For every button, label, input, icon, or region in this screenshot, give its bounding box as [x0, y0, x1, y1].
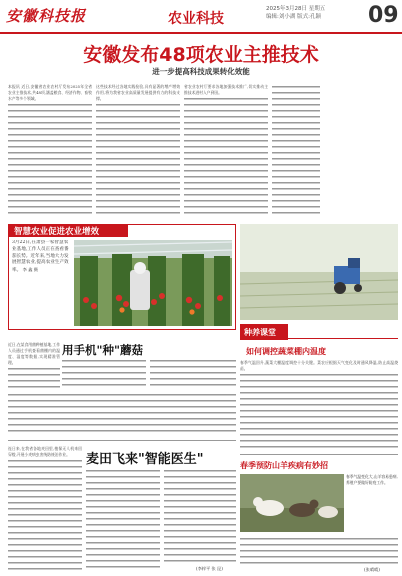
right-article1-body: 春季气温回升,蔬菜大棚温度调控十分关键。菜农应根据天气变化及时通风降温,防止高温烧苗。 — [240, 360, 398, 450]
main-article-col1: 本报讯 近日,安徽省农业农村厅发布2025年全省农业主推技术,共48项,涵盖粮食、经济作物、畜牧水产等多个领域。 — [8, 84, 92, 216]
divider — [240, 454, 398, 455]
issue-date: 2025年3月28日 星期五 编辑:刘小湖 版式:孔颖 — [266, 6, 326, 20]
divider — [8, 440, 236, 441]
goat-caption: 春季气温变化大,山羊容易患病,养殖户要做好防疫工作。 — [346, 474, 398, 486]
column-label-box: 种养课堂 — [240, 324, 288, 340]
text-lines — [96, 102, 180, 216]
right-article2-body — [240, 536, 398, 568]
tractor-field-photo — [240, 224, 398, 320]
greenhouse-tomato-photo — [74, 240, 232, 326]
divider — [288, 338, 398, 339]
right-article2-credit: (张晴晴) — [364, 567, 380, 572]
divider — [8, 337, 236, 338]
wheat-article-col1: 连日来,在我省各地麦田里,植保无人机来回穿梭,开展小麦病虫害统防统治作业。 — [8, 446, 82, 572]
main-article-col3: 省农业农村厅要求各地加强技术推广,切实推动主推技术进村入户到田。 — [184, 84, 268, 216]
ai-article-col2 — [62, 358, 146, 390]
main-headline: 安徽发布48项农业主推技术 — [83, 44, 319, 66]
ai-article-lead: 近日,在某食用菌种植基地,工作人员通过手机查看菌棚内的温度、湿度等数据,实现精准管理。 — [8, 342, 60, 390]
right-article2-title: 春季预防山羊疾病有妙招 — [240, 461, 328, 470]
ai-article-body — [8, 392, 236, 432]
section-title: 农业科技 — [168, 11, 224, 27]
page-header — [0, 0, 402, 34]
wheat-article-col3 — [164, 468, 236, 564]
right-article1-title: 如何调控蔬菜棚内温度 — [246, 347, 326, 356]
ai-article-title: 用手机"种"蘑菇 — [62, 343, 143, 357]
goat-photo — [240, 474, 344, 532]
smart-title-bar: 智慧农业促进农业增效 — [8, 224, 128, 237]
wheat-article-title: 麦田飞来"智能医生" — [86, 452, 204, 467]
smart-caption: 3月22日,在萧县一家智慧农业基地,工作人员正在查看番茄长势。近年来,当地大力发展智慧农业,提高农业生产效率。 李 鑫 摄 — [12, 240, 69, 274]
wheat-article-col2 — [86, 468, 160, 572]
newspaper-logo: 安徽科技报 — [6, 7, 87, 25]
text-lines — [272, 84, 320, 216]
main-article-col4 — [272, 84, 320, 216]
page-number: 09 — [368, 3, 399, 28]
wheat-credit: (李梓平 张 昆) — [196, 566, 223, 571]
text-lines — [8, 102, 92, 216]
main-article-col2: 这些技术经过各地实践检验,具有显著的增产增效作用,将为我省农业高质量发展提供有力的科技支撑。 — [96, 84, 180, 216]
main-subhead: 进一步提高科技成果转化效能 — [152, 67, 250, 76]
text-lines — [184, 96, 268, 216]
ai-article-col3 — [150, 358, 236, 390]
